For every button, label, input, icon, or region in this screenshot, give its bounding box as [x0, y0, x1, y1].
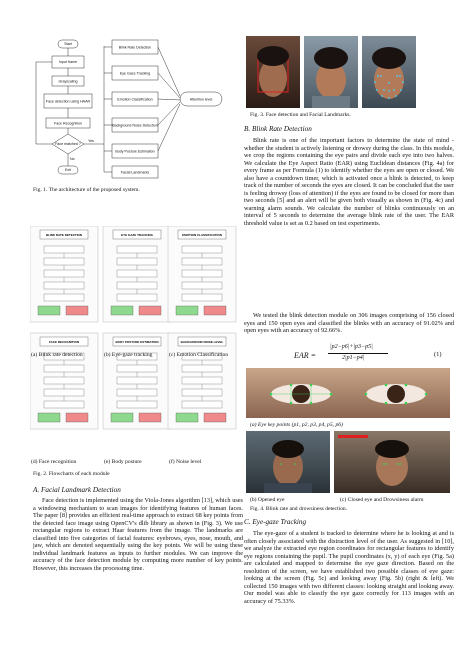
figure1-caption: Fig. 1. The architecture of the proposed system. — [33, 187, 140, 193]
flowchart-panel-4 — [30, 333, 98, 429]
node-eye-gaze: Eye Gaze Tracking — [119, 71, 151, 76]
section-a-text: Face detection is implemented using the Viola-Jones algorithm [13], which uses a windowing mechanism to scan images for identifying features of human faces. The paper [8] provides an efficient real-time approach to extract 68 key points from the detected face image using OpenCV's dlib library as shown in (Fig. 3). We use rectangular regions to extract Haar features from the image. The landmarks are classified into five categories of facial features: eyebrows, eyes, nose, mouth, and jaw, which are denoted sequentially using the key points. We will be using these individual landmark features as inputs to further modules. We can improve the accuracy of the face detection module by computing more number of key points. However, this increases the processing time. — [33, 497, 243, 572]
flowchart-panel-5 — [103, 333, 171, 429]
node-exit: Exit — [65, 168, 71, 173]
fig2-sub-c: (c) Emotion Classification — [169, 352, 229, 358]
label-no: No — [70, 157, 75, 161]
face-photo-landmarks — [362, 36, 416, 108]
flowchart-panel-6 — [168, 333, 236, 429]
flowchart-panel-title: EMOTION CLASSIFICATION — [182, 233, 222, 237]
figure4-caption: Fig. 4. Blink rate and drowsiness detection. — [250, 506, 348, 512]
fig2-sub-d: (d) Face recognition — [31, 459, 77, 465]
node-start: Start — [64, 42, 72, 47]
section-b-heading: B. Blink Rate Detection — [244, 125, 312, 133]
fig4-sub-a: (a) Eye key points (p1, p2, p3, p4, p5, p6) — [250, 422, 343, 428]
node-grayscaling: Grayscaling — [58, 79, 78, 84]
equation-numerator: |p2−p6|+|p3−p5| — [330, 344, 373, 350]
architecture-diagram — [30, 38, 236, 182]
flowchart-panel-title: BODY POSTURE ESTIMATION — [115, 340, 159, 344]
fig4-sub-b: (b) Opened eye — [250, 497, 285, 503]
fig2-sub-b: (b) Eye-gaze tracking — [104, 352, 153, 358]
face-photo-plain — [304, 36, 358, 108]
section-b-para2: We tested the blink detection module on 306 images comprising of 156 closed eyes and 150 open eyes and classified the blinks with an accuracy of 91.02% and open eyes with an accuracy of 92.66%. — [244, 312, 454, 335]
flowchart-panel-2 — [103, 226, 171, 322]
node-face-matched: Face matched ? — [55, 142, 81, 147]
node-facial-landmarks: Facial Landmarks — [120, 170, 150, 175]
fig4-sub-c: (c) Closed eye and Drowsiness alarm — [340, 497, 424, 503]
flowchart-panel-title: BLINK RATE DETECTION — [45, 233, 83, 237]
figure2-caption: Fig. 2. Flowcharts of each module — [33, 471, 110, 477]
ear-equation — [294, 344, 454, 366]
flowchart-panel-3 — [168, 226, 236, 322]
closed-eye-photo — [334, 431, 450, 493]
flowchart-panel-title: FACE RECOGNITION — [48, 340, 80, 344]
node-input-frame: Input frame — [58, 60, 78, 64]
fig2-sub-e: (e) Body posture — [104, 459, 142, 465]
node-attention-level: Attention level — [189, 97, 213, 102]
label-yes: Yes — [88, 139, 94, 143]
fig2-sub-f: (f) Noise level — [169, 459, 202, 465]
module-flowcharts — [30, 226, 245, 466]
eye-keypoints-photo — [246, 368, 450, 418]
section-a-heading: A. Facial Landmark Detection — [33, 486, 121, 494]
section-c-text: The eye-gaze of a student is tracked to determine where he is looking at and is often closely associated with the distraction level of the user. As suggested in [10], we analyze the extracted eye region coordinates for rectangular features to identify eye regions containing the pupil. The pupil coordinates (x, y) of each eye (Fig. 5a) are calculated and mapped to determine the eye gaze direction. Based on the resolution of the screen, we have established two possible classes of eye gaze: looking at the screen (Fig. 5c) and looking away (Fig. 5b) (right & left). We collected 150 images with two different classes: looking straight and looking away. Our model was able to classify the eye gaze correctly for 113 images with an accuracy of 75.33%. — [244, 530, 454, 605]
opened-eye-photo — [246, 431, 330, 493]
figure3-caption: Fig. 3. Face detection and Facial Landmarks. — [250, 112, 351, 118]
node-body-posture: Body Posture Estimation — [115, 149, 155, 154]
equation-denominator: 2|p1−p4| — [342, 355, 365, 361]
flowchart-panel-title: BACKGROUND NOISE LEVEL — [180, 340, 224, 344]
node-blink-rate: Blink Rate Detection — [118, 45, 152, 50]
node-background-noise: Background Noise Detection — [112, 123, 158, 128]
equation-tag: (1) — [434, 351, 442, 358]
section-b-para1: Blink rate is one of the important factors to determine the state of mind - whether the student is actively listening or drowsy during the class. In this module, we crop the regions containing the eye pairs and divide each eye into two halves. We calculate the Eye Aspect Ratio (EAR) using Euclidean distances (Fig. 4a) for every frame as per Formula (1) to identify whether the eyes are open or closed. We also have a countdown timer, which is activated once a blink is detected, to keep track of the number of seconds the eyes are closed. It can be concluded that the user is feeling drowsy (loss of attention) if the eyes are found to be closed for more than two seconds [5] and an alert will be given both visually as shown in (Fig. 4c) and warning alarm sounds. We calculate the number of blinks continuously on an interval of 5 seconds to determine the average blink rate of the user. The EAR threshold value is set as 0.2 based on test experiments. — [244, 137, 454, 228]
flowchart-panel-title: EYE GAZE TRACKING — [121, 233, 153, 237]
face-photo-detected — [246, 36, 300, 108]
node-emotion: Emotion Classification — [117, 97, 153, 102]
section-c-heading: C. Eye-gaze Tracking — [244, 518, 307, 526]
flowchart-panel-1 — [30, 226, 98, 322]
node-face-detection: Face detection using HAAR — [45, 99, 91, 104]
fig2-sub-a: (a) Blink rate detection — [31, 352, 83, 358]
equation-lhs: EAR = — [294, 351, 317, 360]
node-face-recognition: Face Recognition — [54, 121, 82, 126]
